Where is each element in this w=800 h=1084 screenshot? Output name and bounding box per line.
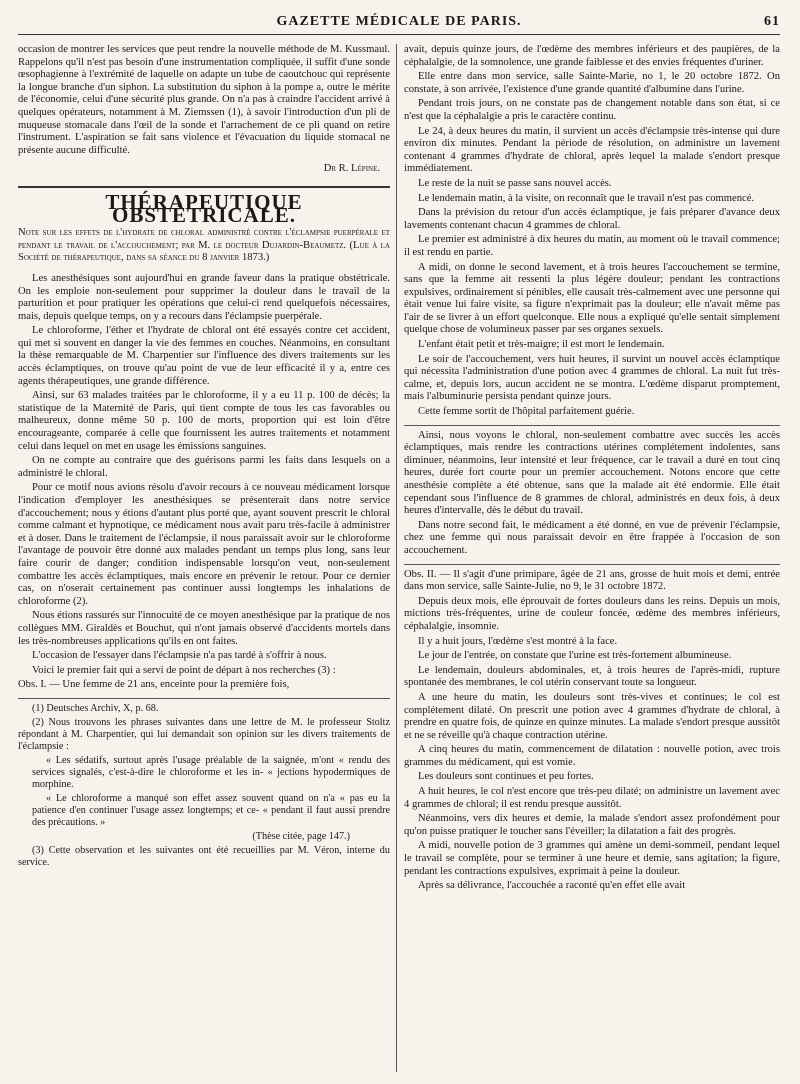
body-paragraph: A midi, on donne le second lavement, et à trois heures l'accouchement se termine, sans que la femme ait ressenti la plus légère douleur; pendant les contractions expulsives, ordinairement si pénibles, elle causait très-calmement avec une personne qui était venue lui faire visite, sa figure n'exprimait pas la douleur; elle n'avait même pas l'air de se livrer à un effort quelconque. Elle nous a expliqué qu'elle sentait simplement quelque chose de volumineux passer par ses organes sexuels. — [404, 261, 780, 336]
body-paragraph: L'occasion de l'essayer dans l'éclampsie n'a pas tardé à s'offrir à nous. — [32, 650, 327, 662]
body-paragraph: Dans la prévision du retour d'un accès éclamptique, je fais préparer d'avance deux lavements contenant chacun 4 grammes de chloral. — [404, 207, 780, 231]
body-paragraph: A une heure du matin, les douleurs sont très-vives et continues; le col est complétement dilaté. On prescrit une potion avec 4 grammes d'hydrate de chloral, à prendre en quatre fois, de quinze en quinze minutes. La malade s'endort presque aussitôt et ne se réveille qu'à chaque contraction utérine. — [404, 691, 780, 741]
body-paragraph: Voici le premier fait qui a servi de point de départ à nos recherches (3) : — [32, 664, 336, 676]
body-paragraph: L'enfant était petit et très-maigre; il est mort le lendemain. — [418, 339, 665, 351]
observation-heading: Obs. II. — Il s'agit d'une primipare, âgée de 21 ans, grosse de huit mois et demi, entrée dans mon service, salle Sainte-Julie, no 9, le 31 octobre 1872. — [404, 568, 780, 593]
body-paragraph: Cette femme sortit de l'hôpital parfaitement guérie. — [418, 406, 635, 418]
body-paragraph: Depuis deux mois, elle éprouvait de fortes douleurs dans les reins. Depuis un mois, mictions très-fréquentes, urine de couleur foncée, œdème des membres inférieurs, céphalalgie, insomnie. — [404, 595, 780, 632]
body-paragraph: A midi, nouvelle potion de 3 grammes qui amène un demi-sommeil, pendant lequel le travail se complète, pour se terminer à une heure et demie, sans agitation; la figure, pendant les contractions expulsives, exprimait à peine la douleur. — [404, 840, 780, 877]
body-paragraph: Le chloroforme, l'éther et l'hydrate de chloral ont été essayés contre cet accident, qui met si souvent en danger la vie des femmes en couches. Néanmoins, en consultant la thèse remarquable de M. Charpentier sur l'influence des divers traitements sur les accès éclamptiques, on trouve qu'au point de vue de leur efficacité il y a, entre ces agents thérapeutiques, une grande différence. — [18, 325, 390, 387]
body-paragraph: Elle entre dans mon service, salle Sainte-Marie, no 1, le 20 octobre 1872. On constate, à son arrivée, l'existence d'une grande quantité d'albumine dans l'urine. — [404, 71, 780, 95]
signature: Dr R. Lépine. — [323, 163, 380, 175]
body-paragraph: Pour ce motif nous avions résolu d'avoir recours à ce nouveau médicament lorsque l'indication d'employer les anesthésiques se présenterait dans notre service d'accouchement; nous y étions d'autant plus porté que, ayant souvent prescrit le chloral comme calmant et hypnotique, ce médicament nous avait paru très-facile à administrer et à doser. Dans le traitement de l'éclampsie, il nous paraissait avoir sur le chloroforme l'avantage de pouvoir être donné aux malades pendant un temps plus long, sans leur faire courir de danger; condition indispensable lorsqu'on veut, non-seulement combattre les accès éclamptiques, mais encore en prévenir le retour. Pour ce dernier cas, on n'oserait certainement pas continuer aussi longtemps les inhalations de chloroforme (2). — [18, 482, 390, 607]
body-paragraph: A huit heures, le col n'est encore que très-peu dilaté; on administre un lavement avec 4 grammes de chloral; il est rendu presque aussitôt. — [404, 786, 780, 810]
body-paragraph: Pendant trois jours, on ne constate pas de changement notable dans son état, si ce n'est que la céphalalgie a pris le caractère continu. — [404, 98, 780, 122]
body-paragraph: Le premier est administré à dix heures du matin, au moment où le travail commence; il est rendu en partie. — [404, 234, 780, 258]
body-paragraph: A cinq heures du matin, commencement de dilatation : nouvelle potion, avec trois grammes du médicament, qui est vomie. — [404, 744, 780, 768]
body-paragraph: Néanmoins, vers dix heures et demie, la malade s'endort assez profondément pour qu'on puisse pratiquer le toucher sans l'éveiller; la dilatation a fait des progrès. — [404, 813, 780, 837]
body-paragraph: Dans notre second fait, le médicament a été donné, en vue de prévenir l'éclampsie, chez une femme qui nous paraissait devoir en être frappée à l'occasion de son accouchement. — [404, 519, 780, 556]
separator-rule — [404, 564, 780, 565]
body-paragraph: Après sa délivrance, l'accouchée a raconté qu'en effet elle avait — [418, 880, 686, 892]
body-paragraph: Il y a huit jours, l'œdème s'est montré à la face. — [418, 635, 618, 647]
left-column — [18, 44, 390, 871]
body-paragraph: Les douleurs sont continues et peu fortes. — [418, 771, 594, 783]
footnote-quote: « Les sédatifs, surtout après l'usage préalable de la saignée, m'ont « rendu des services signalés, c'est-à-dire le chloroforme et les in- « jections hypodermiques de morphine. — [32, 754, 390, 790]
journal-title: GAZETTE MÉDICALE DE PARIS. — [276, 14, 522, 29]
body-paragraph: Les anesthésiques sont aujourd'hui en grande faveur dans la pratique obstétricale. On les emploie non-seulement pour supprimer la douleur dans le travail de la parturition et pour pratiquer les opérations que celui-ci rend quelquefois nécessaires, mais, depuis quelque temps, on y a recours dans l'éclampsie puerpérale. — [18, 272, 390, 322]
separator-rule — [404, 425, 780, 426]
section-title: THÉRAPEUTIQUE OBSTÉTRICALE. — [18, 186, 390, 221]
body-paragraph: Le soir de l'accouchement, vers huit heures, il survint un nouvel accès éclamptique qui nécessita l'administration d'une potion avec 4 grammes de chloral. La nuit fut très-calme, et, depuis lors, aucun accident ne se montra. L'œdème disparut promptement, mais l'albuminurie persista pendant quinze jours. — [404, 353, 780, 403]
footnote-citation: (Thèse citée, page 147.) — [252, 830, 350, 842]
body-paragraph: Ainsi, sur 63 malades traitées par le chloroforme, il y a eu 11 p. 100 de décès; la statistique de la Maternité de Paris, qui tient compte de tous les cas favorables ou malheureux, donne même 50 p. 100 de morts, proportion qui est loin d'être encourageante, comparée à celle que fournissent les autres traitements et notamment celui dans lequel on met en usage les émissions sanguines. — [18, 390, 390, 452]
page-number: 61 — [764, 14, 780, 29]
running-head — [18, 12, 780, 35]
footnote: (2) Nous trouvons les phrases suivantes dans une lettre de M. le professeur Stoltz répondant à M. Charpentier, qui lui demandait son opinion sur les divers traitements de l'éclampsie : — [18, 716, 390, 752]
footnote-quote: « Le chloroforme a manqué son effet assez souvent quand on n'a « pas eu la patience d'en continuer l'usage assez longtemps; et ce- « pendant il faut aussi prendre des précautions. » — [32, 792, 390, 828]
observation-heading: Obs. I. — Une femme de 21 ans, enceinte pour la première fois, — [18, 679, 290, 691]
body-paragraph: Nous étions rassurés sur l'innocuité de ce moyen anesthésique par la pratique de nos collègues MM. Giraldès et Bouchut, qui n'ont jamais observé d'accidents mortels dans les très-nombreuses applications qu'ils en ont faites. — [18, 610, 390, 647]
column-divider — [396, 44, 397, 1072]
body-paragraph: Le 24, à deux heures du matin, il survient un accès d'éclampsie très-intense qui dure environ dix minutes. Pendant la période de résolution, on administre un lavement contenant 4 grammes d'hydrate de chloral, après lequel la malade s'endort presque immédiatement. — [404, 125, 780, 175]
body-paragraph: Ainsi, nous voyons le chloral, non-seulement combattre avec succès les accès éclamptiques, mais rendre les contractions utérines complétement indolentes, sans diminuer, néanmoins, leur intensité et leur fréquence, car le travail a duré en tout cinq heures, durée fort courte pour un premier accouchement. Notons encore que cette anesthésie complète a été obtenue, sans que la malade ait été endormie. Elle était cependant sous l'influence de 8 grammes de chloral, administrés en deux fois, à deux heures d'intervalle, dès le début du travail. — [404, 429, 780, 517]
footnote: (3) Cette observation et les suivantes ont été recueillies par M. Véron, interne du service. — [18, 844, 390, 868]
body-paragraph: Le jour de l'entrée, on constate que l'urine est très-fortement albumineuse. — [418, 650, 732, 662]
body-paragraph: Le lendemain matin, à la visite, on reconnaît que le travail n'est pas commencé. — [418, 192, 755, 204]
note-title — [18, 227, 390, 265]
body-paragraph: On ne compte au contraire que des guérisons parmi les faits dans lesquels on a administré le chloral. — [18, 455, 390, 479]
body-paragraph: avait, depuis quinze jours, de l'œdème des membres inférieurs et des paupières, de la céphalalgie, de la somnolence, une grande faiblesse et des envies fréquentes d'uriner. — [404, 44, 780, 68]
intro-paragraph: occasion de montrer les services que peut rendre la nouvelle méthode de M. Kussmaul. Rappelons qu'il n'est pas besoin d'une instrumentation compliquée, il suffit d'une sonde œsophagienne à l'extrémité de laquelle on adapte un tube de caoutchouc qui représente la longue branche d'un siphon. La substitution du siphon à la pompe a, outre le mérite de l'économie, celui d'une sécurité plus grande. On n'a pas à craindre l'accident arrivé à quelques opérateurs, notamment à M. Ziemssen (1), à savoir l'introduction d'un pli de muqueuse stomacale dans l'œil de la sonde et l'arrachement de ce pli quand on retire l'instrument. L'aspiration se fait sans violence et l'évacuation du liquide stomacal ne présente aucune difficulté. — [18, 44, 390, 156]
right-column — [404, 44, 780, 895]
note-title-text: Note sur les effets de l'hydrate de chloral administré contre l'éclampsie puerpérale et pendant le travail de l'accouchement; par M. le docteur Dujardin-Beaumetz. (Lue à la Société de thérapeutique, dans sa séance du 8 janvier 1873.) — [18, 227, 390, 264]
body-paragraph: Le reste de la nuit se passe sans nouvel accès. — [418, 177, 612, 189]
footnote: (1) Deutsches Archiv, X, p. 68. — [32, 702, 159, 714]
body-paragraph: Le lendemain, douleurs abdominales, et, à trois heures de l'après-midi, rupture spontanée des membranes, le col utérin conservant toute sa longueur. — [404, 664, 780, 689]
footnotes — [18, 698, 390, 869]
